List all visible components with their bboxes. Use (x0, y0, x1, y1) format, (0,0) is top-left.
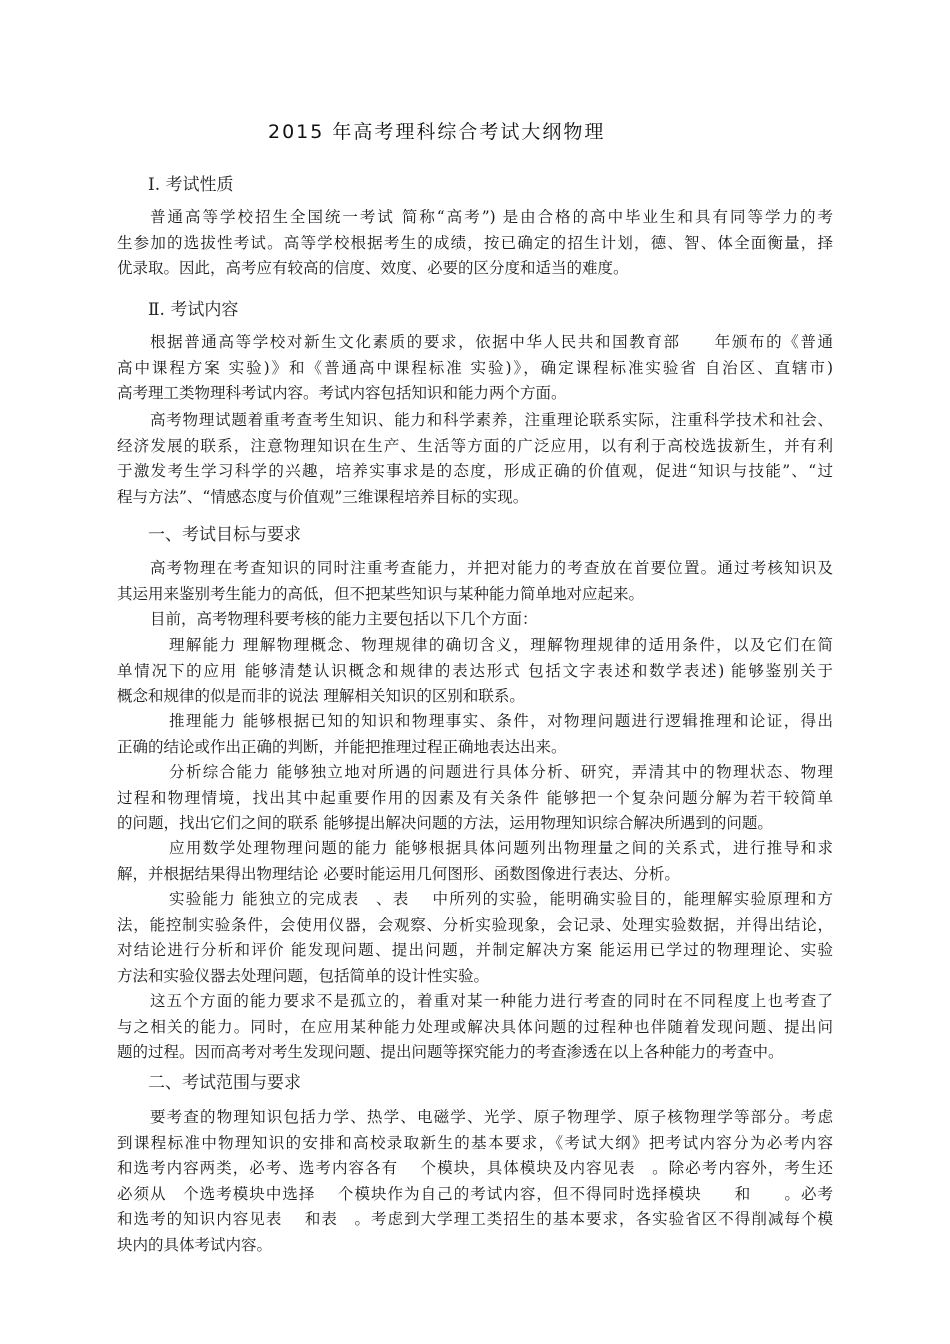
text-line: 正确的结论或作出正确的判断，并能把推理过程正确地表达出来。 (117, 737, 567, 756)
text-line: 的问题，找出它们之间的联系 能够提出解决问题的方法，运用物理知识综合解决所遇到的问题。 (117, 814, 773, 833)
text-line: 程与方法”、“情感态度与价值观”三维课程培养目标的实现。 (117, 487, 529, 506)
paragraph-scope (117, 1105, 833, 1259)
paragraph-objectives-summary (117, 989, 833, 1066)
paragraph-content-focus (117, 408, 833, 510)
text-line: 要考查的物理知识包括力学、热学、电磁学、光学、原子物理学、原子核物理学等部分。考虑 (150, 1108, 833, 1126)
text-line: 块内的具体考试内容。 (117, 1235, 273, 1254)
heading-exam-content: Ⅱ. 考试内容 (148, 300, 239, 320)
paragraph-content-basis (117, 330, 833, 407)
text-line: 于激发考生学习科学的兴趣，培养实事求是的态度，形成正确的价值观，促进“知识与技能”、“过 (117, 462, 833, 481)
paragraph-exam-nature (117, 205, 833, 282)
text-line: 法，能控制实验条件，会使用仪器，会观察、分析实验现象，会记录、处理实验数据，并得出结论， (117, 915, 833, 934)
text-line: 应用数学处理物理问题的能力 能够根据具体问题列出物理量之间的关系式，进行推导和求 (169, 839, 833, 857)
text-line: 根据普通高等学校对新生文化素质的要求，依据中华人民共和国教育部 年颁布的《普通 (150, 333, 833, 351)
text-line: 高考理工类物理科考试内容。考试内容包括知识和能力两个方面。 (117, 384, 567, 403)
text-line: 推理能力 能够根据已知的知识和物理事实、条件，对物理问题进行逻辑推理和论证，得出 (169, 712, 833, 730)
text-line: 普通高等学校招生全国统一考试 简称“高考”) 是由合格的高中毕业生和具有同等学力的考 (150, 208, 833, 226)
text-line: 方法和实验仪器去处理问题，包括简单的设计性实验。 (117, 966, 490, 985)
text-line: 优录取。因此，高考应有较高的信度、效度、必要的区分度和适当的难度。 (117, 259, 629, 278)
text-line: 分析综合能力 能够独立地对所遇的问题进行具体分析、研究，弄清其中的物理状态、物理 (169, 763, 833, 781)
paragraph-objectives-abilities (117, 607, 833, 633)
text-line: 与之相关的能力。同时，在应用某种能力处理或解决具体问题的过程种也伴随着发现问题、提出问 (117, 1017, 833, 1036)
text-line: 高中课程方案 实验)》和《普通高中课程标准 实验)》，确定课程标准实验省 自治区、直辖市) (117, 358, 833, 377)
text-line: 到课程标准中物理知识的安排和高校录取新生的基本要求，《考试大纲》把考试内容分为必考内容 (117, 1133, 833, 1152)
text-line: 概念和规律的似是而非的说法 理解相关知识的区别和联系。 (117, 687, 525, 706)
text-line: 和选考内容两类，必考、选考内容各有 个模块，具体模块及内容见表 。除必考内容外，考生还 (117, 1159, 833, 1178)
paragraph-ability-reasoning (117, 709, 833, 760)
text-line: 和选考的知识内容见表 和表 。考虑到大学理工类招生的基本要求，各实验省区不得削减每个模 (117, 1210, 833, 1229)
paragraph-ability-math (117, 836, 833, 887)
text-line: 高考物理试题着重考查考生知识、能力和科学素养，注重理论联系实际，注重科学技术和社会、 (150, 411, 833, 429)
text-line: 对结论进行分析和评价 能发现问题、提出问题，并制定解决方案 能运用已学过的物理理论、实验 (117, 941, 833, 960)
heading-objectives: 一、考试目标与要求 (148, 525, 301, 545)
text-line: 经济发展的联系，注意物理知识在生产、生活等方面的广泛应用，以有利于高校选拔新生，并有利 (117, 436, 833, 455)
text-line: 单情况下的应用 能够清楚认识概念和规律的表达形式 包括文字表述和数学表述) 能够鉴别关于 (117, 661, 833, 680)
text-line: 理解能力 理解物理概念、物理规律的确切含义，理解物理规律的适用条件，以及它们在简 (169, 636, 833, 654)
text-line: 必须从 个选考模块中选择 个模块作为自己的考试内容，但不得同时选择模块 和 。必考 (117, 1184, 833, 1203)
document-title: 2015 年高考理科综合考试大纲物理 (268, 121, 606, 143)
text-line: 解，并根据结果得出物理结论 必要时能运用几何图形、函数图像进行表达、分析。 (117, 864, 680, 883)
paragraph-ability-understanding (117, 633, 833, 710)
text-line: 实验能力 能独立的完成表 、表 中所列的实验，能明确实验目的，能理解实验原理和方 (169, 890, 833, 908)
text-line: 目前，高考物理科要考核的能力主要包括以下几个方面： (150, 610, 538, 628)
text-line: 这五个方面的能力要求不是孤立的，着重对某一种能力进行考查的同时在不同程度上也考查了 (150, 992, 833, 1010)
heading-scope: 二、考试范围与要求 (148, 1073, 301, 1093)
paragraph-objectives-intro (117, 556, 833, 607)
text-line: 高考物理在考查知识的同时注重考查能力，并把对能力的考查放在首要位置。通过考核知识及 (150, 559, 833, 577)
text-line: 过程和物理情境，找出其中起重要作用的因素及有关条件 能够把一个复杂问题分解为若干较简单 (117, 788, 833, 807)
paragraph-ability-analysis (117, 760, 833, 837)
text-line: 题的过程。因而高考对考生发现问题、提出问题等探究能力的考查渗透在以上各种能力的考查中。 (117, 1043, 784, 1062)
paragraph-ability-experiment (117, 887, 833, 989)
text-line: 生参加的选拔性考试。高等学校根据考生的成绩，按已确定的招生计划，德、智、体全面衡量，择 (117, 233, 833, 252)
heading-exam-nature: Ⅰ. 考试性质 (148, 175, 234, 195)
text-line: 其运用来鉴别考生能力的高低，但不把某些知识与某种能力简单地对应起来。 (117, 584, 645, 603)
